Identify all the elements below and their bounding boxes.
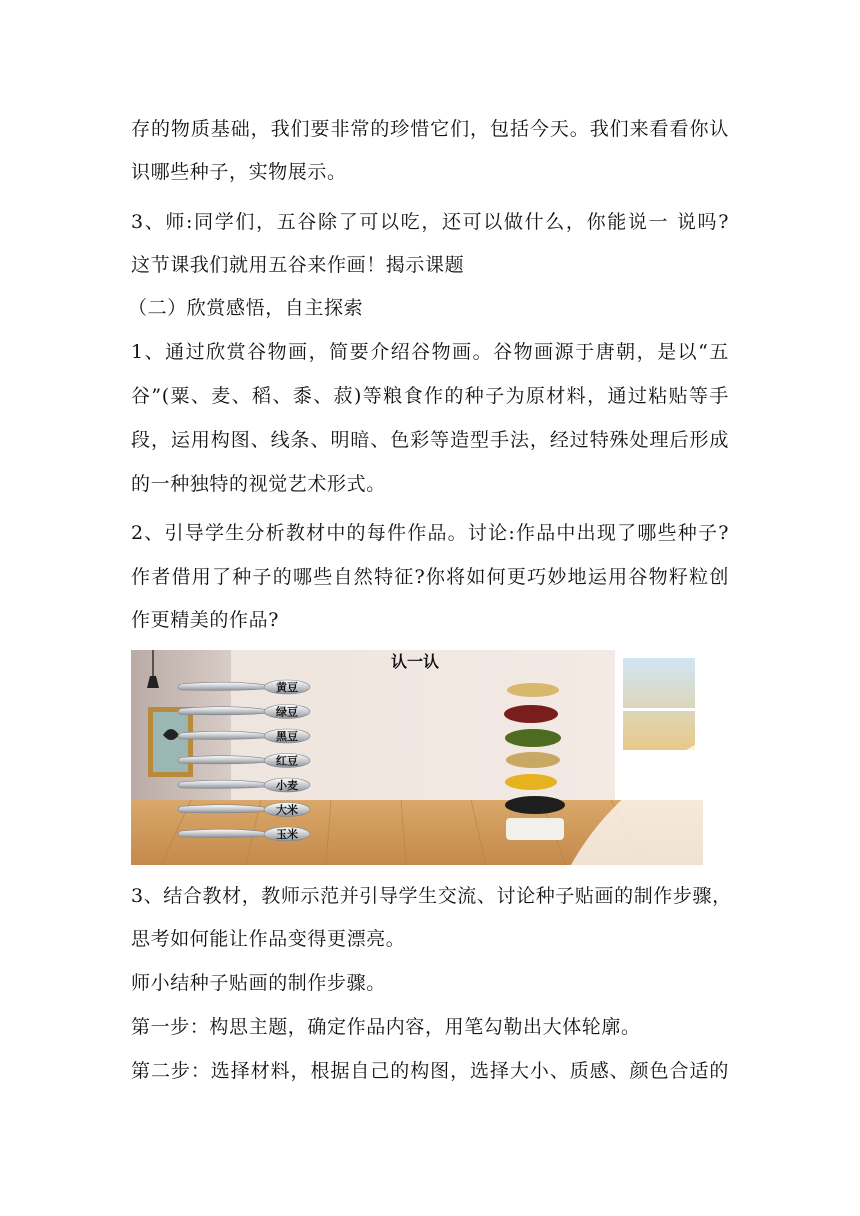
text-line: 2、引导学生分析教材中的每件作品。讨论:作品中出现了哪些种子?: [131, 522, 729, 544]
text-line: 存的物质基础，我们要非常的珍惜它们，包括今天。我们来看看你认: [131, 118, 729, 140]
text-line: 1、通过欣赏谷物画，简要介绍谷物画。谷物画源于唐朝，是以“五: [131, 341, 729, 363]
text-line: 作更精美的作品?: [131, 609, 279, 631]
text-line: 第一步：构思主题，确定作品内容，用笔勾勒出大体轮廓。: [131, 1016, 641, 1038]
spoon-label: 黄豆: [276, 681, 298, 694]
text-line: 段，运用构图、线条、明暗、色彩等造型手法，经过特殊处理后形成: [131, 429, 729, 451]
spoon-label: 黑豆: [276, 730, 298, 743]
text-line: 谷”(粟、麦、稻、黍、菽)等粮食作的种子为原材料，通过粘贴等手: [131, 385, 729, 407]
spoon-label: 红豆: [276, 754, 298, 768]
section-heading: （二）欣赏感悟，自主探索: [128, 297, 364, 319]
text-line: 作者借用了种子的哪些自然特征?你将如何更巧妙地运用谷物籽粒创: [131, 566, 729, 588]
spoon-label: 玉米: [276, 828, 298, 841]
figure-title: 认一认: [390, 652, 440, 671]
seed-scene: [131, 650, 703, 865]
text-line: 识哪些种子，实物展示。: [131, 161, 347, 183]
spoon-label: 绿豆: [276, 705, 298, 719]
spoon-label: 小麦: [276, 779, 298, 792]
text-line: 思考如何能让作品变得更漂亮。: [131, 928, 406, 950]
spoon-label: 大米: [276, 803, 298, 817]
text-line: 3、师:同学们，五谷除了可以吃，还可以做什么，你能说一 说吗?: [131, 211, 729, 233]
seed-illustration: [131, 650, 703, 865]
text-line: 这节课我们就用五谷来作画！揭示课题: [131, 254, 465, 276]
text-line: 第二步：选择材料，根据自己的构图，选择大小、质感、颜色合适的: [131, 1060, 729, 1082]
text-line: 3、结合教材，教师示范并引导学生交流、讨论种子贴画的制作步骤，: [131, 885, 732, 907]
text-line: 师小结种子贴画的制作步骤。: [131, 972, 386, 994]
text-line: 的一种独特的视觉艺术形式。: [131, 473, 386, 495]
